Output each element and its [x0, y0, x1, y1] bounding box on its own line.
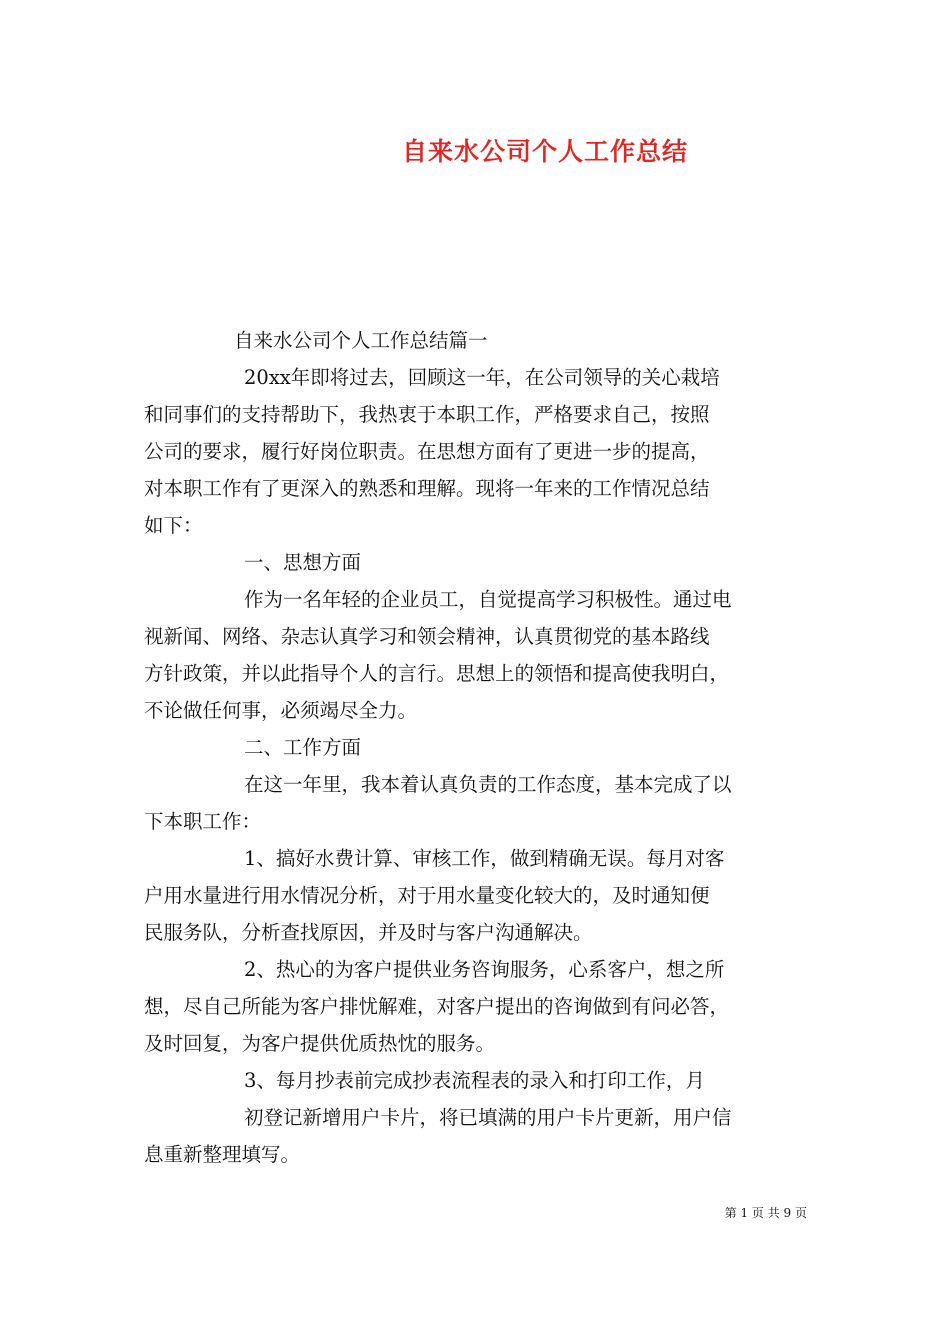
paragraph-line: 方针政策，并以此指导个人的言行。思想上的领悟和提高使我明白，	[144, 662, 730, 685]
list-item-line: 息重新整理填写。	[144, 1143, 301, 1166]
section-heading-thought: 一、思想方面	[244, 551, 362, 574]
paragraph-line: 和同事们的支持帮助下，我热衷于本职工作，严格要求自己，按照	[144, 403, 710, 426]
list-item-line: 初登记新增用户卡片，将已填满的用户卡片更新，用户信	[244, 1106, 732, 1129]
paragraph-line: 如下：	[144, 514, 203, 537]
paragraph-line: 作为一名年轻的企业员工，自觉提高学习积极性。通过电	[244, 588, 732, 611]
paragraph-line: 不论做任何事，必须竭尽全力。	[144, 699, 418, 722]
paragraph-line: 视新闻、网络、杂志认真学习和领会精神，认真贯彻党的基本路线	[144, 625, 710, 648]
list-item-line: 3、每月抄表前完成抄表流程表的录入和打印工作，月	[244, 1069, 705, 1092]
document-body	[144, 322, 816, 1173]
section-heading-part-one: 自来水公司个人工作总结篇一	[234, 329, 488, 352]
section-heading-work: 二、工作方面	[244, 736, 362, 759]
paragraph-line: 20xx年即将过去，回顾这一年，在公司领导的关心栽培	[244, 366, 720, 389]
list-item-line: 想，尽自己所能为客户排忧解难，对客户提出的咨询做到有问必答，	[144, 995, 730, 1018]
list-item-line: 1、搞好水费计算、审核工作，做到精确无误。每月对客	[244, 847, 725, 870]
paragraph-line: 对本职工作有了更深入的熟悉和理解。现将一年来的工作情况总结	[144, 477, 710, 500]
paragraph-line: 在这一年里，我本着认真负责的工作态度，基本完成了以	[244, 773, 732, 796]
list-item-line: 2、热心的为客户提供业务咨询服务，心系客户，想之所	[244, 958, 725, 981]
list-item-line: 及时回复，为客户提供优质热忱的服务。	[144, 1032, 496, 1055]
document-title: 自来水公司个人工作总结	[401, 137, 688, 166]
paragraph-line: 公司的要求，履行好岗位职责。在思想方面有了更进一步的提高，	[144, 440, 710, 463]
list-item-line: 户用水量进行用水情况分析，对于用水量变化较大的，及时通知便	[144, 884, 710, 907]
list-item-line: 民服务队，分析查找原因，并及时与客户沟通解决。	[144, 921, 593, 944]
paragraph-line: 下本职工作：	[144, 810, 262, 833]
page-number-footer: 第 1 页 共 9 页	[724, 1206, 807, 1220]
